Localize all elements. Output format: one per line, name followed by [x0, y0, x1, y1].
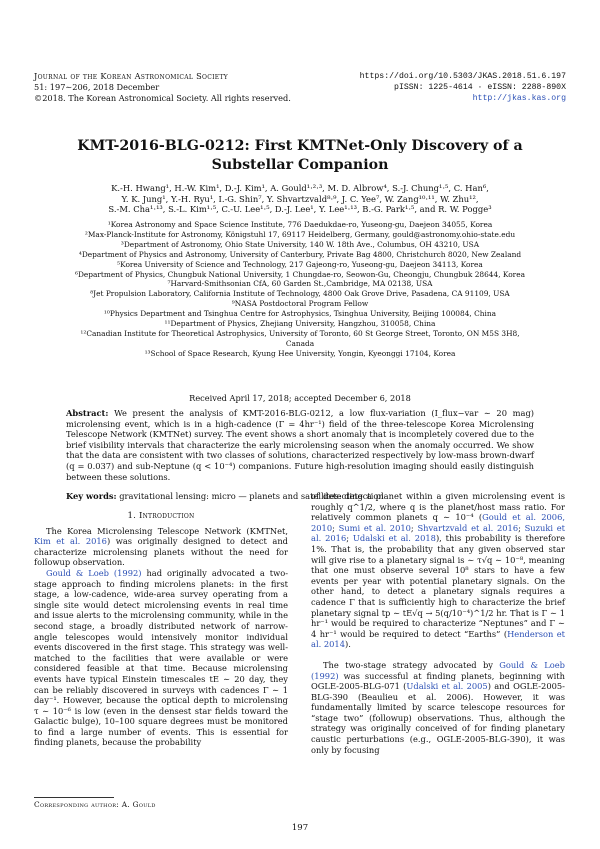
affiliation: ³Department of Astronomy, Ohio State University, 140 W. 18th Ave., Columbus, OH 43210, USA: [120, 239, 480, 249]
text-run: of detecting a planet within a given microlensing event is roughly q^1/2, where q is the planet/host mass ratio. For relatively common planets q ∼ 10⁻⁴ (: [311, 491, 565, 523]
affiliation: ¹³School of Space Research, Kyung Hee University, Yongin, Kyeonggi 17104, Korea: [144, 348, 456, 358]
affiliation: ²Max-Planck-Institute for Astronomy, Königstuhl 17, 69117 Heidelberg, Germany, gould@astronomy.ohio-state.edu: [84, 229, 516, 239]
author-list: [50, 183, 550, 215]
section-heading: 1. Introduction: [127, 511, 195, 521]
author-line: Y. K. Jung¹, Y.-H. Ryu¹, I.-G. Shin⁷, Y. Shvartzvald⁸·⁹, J. C. Yee⁷, W. Zang¹⁰·¹¹, W. Zhu¹²,: [121, 193, 479, 204]
journal-header: [34, 71, 334, 104]
keywords-text: gravitational lensing: micro — planets and satellites: detection: [119, 491, 384, 501]
text-run: ) was originally designed to detect and characterize microlensing planets without the need for followup observation.: [34, 536, 288, 568]
journal-issue: 51: 197∼206, 2018 December: [34, 82, 160, 92]
right-column: [311, 491, 565, 755]
text-run: The Korea Microlensing Telescope Network (KMTNet,: [46, 525, 288, 536]
citation-link[interactable]: Kim et al. 2016: [34, 536, 107, 547]
paragraph: [34, 526, 288, 568]
affiliation: ⁹NASA Postdoctoral Program Fellow: [231, 299, 369, 309]
text-run: ) and OGLE-2005-BLG-390 (Beaulieu et al. 2006). However, it was fundamentally limited by scarce telescope resources for “stage two” (followup) observations. Thus, although the strategy was originally conceived of for finding planetary caustic perturbations (e.g., OGLE-2005-BLG-390), it was only by focusing: [311, 681, 565, 755]
citation-link[interactable]: Gould & Loeb (1992): [46, 567, 142, 578]
author-line: K.-H. Hwang¹, H.-W. Kim¹, D.-J. Kim¹, A. Gould¹·²·³, M. D. Albrow⁴, S.-J. Chung¹·⁵, C. Han⁶,: [111, 183, 489, 193]
copyright-line: ©2018. The Korean Astronomical Society. All rights reserved.: [34, 93, 291, 103]
doi-block: [316, 71, 566, 104]
affiliation: Canada: [285, 338, 315, 348]
footnote-divider: [34, 797, 114, 798]
author-line: S.-M. Cha¹·¹³, S.-L. Kim¹·⁵, C.-U. Lee¹·⁵, D.-J. Lee¹, Y. Lee¹·¹³, B.-G. Park¹·⁵, and R. W. Pogge³: [108, 204, 492, 215]
text-run: ), this probability is therefore 1%. That is, the probability that any given observed star will give rise to a planetary signal is ∼ τ√q ∼ 10⁻⁸, meaning that one must observe several 10⁸ stars to have a few events per year with potential planetary signals. On the other hand, to detect a planetary signals requires a cadence Γ that is sufficiently high to characterize the brief planetary signal tp ∼ tE√q → 5(q/10⁻⁴)^1/2 hr. That is Γ ∼ 1 hr⁻¹ would be required to characterize “Neptunes” and Γ ∼ 4 hr⁻¹ would be required to detect “Earths” (: [311, 533, 566, 639]
citation-link[interactable]: Suzuki et al. 2016: [311, 522, 566, 544]
affiliation-list: [40, 220, 560, 359]
affiliation: ¹²Canadian Institute for Theoretical Astrophysics, University of Toronto, 60 St George Street, Toronto, ON M5S 3H8,: [80, 328, 520, 338]
title-line-2: Substellar Companion: [211, 157, 389, 173]
journal-url-link[interactable]: http://jkas.kas.org: [472, 94, 566, 103]
affiliation: ¹⁰Physics Department and Tsinghua Centre for Astrophysics, Tsinghua University, Beijing 100084, China: [103, 309, 497, 319]
keywords-label: Key words:: [66, 491, 117, 501]
abstract-text: We present the analysis of KMT-2016-BLG-0212, a low flux-variation (I_flux−var ∼ 20 mag) microlensing event, which is in a high-cadence (Γ = 4hr⁻¹) field of the three-telescope Korea Microlensing Telescope Network (KMTNet) survey. The event shows a short anomaly that is incompletely covered due to the brief visibility intervals that characterize the early microlensing season when the anomaly occurred. We show that the data are consistent with two classes of solutions, characterized respectively by low-mass brown-dwarf (q = 0.037) and sub-Neptune (q < 10⁻⁴) companions. Future high-resolution imaging should easily distinguish between these solutions.: [66, 408, 534, 482]
received-dates: Received April 17, 2018; accepted December 6, 2018: [189, 393, 411, 403]
citation-link[interactable]: Gould & Loeb (1992): [311, 659, 565, 681]
page-number: 197: [291, 823, 309, 833]
affiliation: ⁸Jet Propulsion Laboratory, California Institute of Technology, 4800 Oak Grove Drive, Pasadena, CA 91109, USA: [90, 289, 510, 299]
text-run: The two-stage strategy advocated by: [323, 659, 500, 670]
affiliation: ⁴Department of Physics and Astronomy, University of Canterbury, Private Bag 4800, Christchurch 8020, New Zealand: [78, 249, 522, 259]
affiliation: ⁶Department of Physics, Chungbuk National University, 1 Chungdae-ro, Seowon-Gu, Cheongju, Chungbuk 28644, Korea: [74, 269, 525, 279]
paragraph: of detecting a planet within a given microlensing event is roughly q^1/2, where q is the planet/host mass ratio. For relatively common planets q ∼ 10⁻⁴ (Gould et al. 2006, 2010; Sumi et al. 2010; Shvartzvald et al. 2016; Suzuki et al. 2016; Udalski et al. 2018), this probability is therefore 1%. That is, the probability that any given observed star will give rise to a planetary signal is ∼ τ√q ∼ 10⁻⁸, meaning that one must observe several 10⁸ stars to have a few events per year with potential planetary signals. On the other hand, to detect a planetary signals requires a cadence Γ that is sufficiently high to characterize the brief planetary signal tp ∼ tE√q → 5(q/10⁻⁴)^1/2 hr. That is Γ ∼ 1 hr⁻¹ would be required to characterize “Neptunes” and Γ ∼ 4 hr⁻¹ would be required to detect “Earths” (Henderson et al. 2014).: [311, 491, 566, 650]
paragraph: [311, 660, 565, 755]
citation-link[interactable]: Shvartzvald et al. 2016: [417, 522, 519, 533]
doi-link[interactable]: https://doi.org/10.5303/JKAS.2018.51.6.197: [359, 72, 566, 81]
citation-link[interactable]: Sumi et al. 2010: [338, 522, 411, 533]
abstract-label: Abstract:: [66, 408, 109, 418]
text-run: was successful at finding planets, beginning with OGLE-2005-BLG-071 (: [311, 670, 565, 692]
affiliation: ⁵Korea University of Science and Technology, 217 Gajeong-ro, Yuseong-gu, Daejeon 34113, Korea: [117, 259, 483, 269]
issn-line: pISSN: 1225-4614 · eISSN: 2288-890X: [394, 83, 566, 92]
left-column: [34, 511, 288, 748]
paragraph: [34, 568, 288, 748]
citation-link[interactable]: Udalski et al. 2018: [352, 533, 436, 544]
text-run: had originally advocated a two-stage approach to finding microlens planets: in the first stage, a low-cadence, wide-area survey operating from a single site would detect microlensing events in real time and issue alerts to the microlensing community, while in the second stage, a broadly distributed network of narrow-angle telescopes would intensively monitor individual events discovered in the first stage. This strategy was well-matched to the facilities that were available or were considered feasible at that time. Because microlensing events have typical Einstein timescales tE ∼ 20 day, they can be reliably discovered in surveys with cadences Γ ∼ 1 day⁻¹. However, because the optical depth to microlensing τ ∼ 10⁻⁶ is low (even in the densest star fields toward the Galactic bulge), 10–100 square degrees must be monitored to find a large number of events. This is essential for finding planets, because the probability: [34, 567, 289, 748]
title-line-1: KMT-2016-BLG-0212: First KMTNet-Only Discovery of a: [77, 138, 523, 154]
abstract: [66, 408, 534, 482]
affiliation: ⁷Harvard-Smithsonian CfA, 60 Garden St.,Cambridge, MA 02138, USA: [167, 279, 433, 289]
paper-title: [40, 137, 560, 175]
affiliation: ¹Korea Astronomy and Space Science Institute, 776 Daedukdae-ro, Yuseong-gu, Daejeon 34055, Korea: [107, 220, 493, 229]
affiliation: ¹¹Department of Physics, Zhejiang University, Hangzhou, 310058, China: [164, 319, 436, 329]
citation-link[interactable]: Gould et al. 2006, 2010: [311, 512, 566, 533]
corresponding-author-note: Corresponding author: A. Gould: [34, 800, 156, 809]
text-run: ).: [345, 639, 351, 650]
journal-name: Journal of the Korean Astronomical Society: [34, 71, 229, 81]
citation-link[interactable]: Udalski et al. 2005: [406, 681, 488, 692]
citation-link[interactable]: Henderson et al. 2014: [311, 628, 566, 650]
